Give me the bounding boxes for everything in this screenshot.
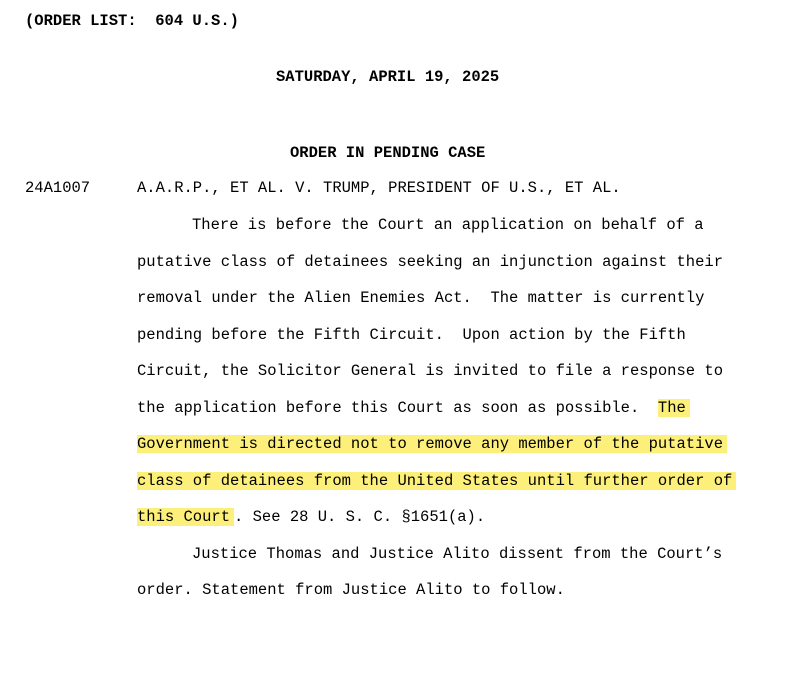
paragraph-1-line-5: Circuit, the Solicitor General is invited to file a response to — [137, 362, 723, 380]
paragraph-1-line-3: removal under the Alien Enemies Act. The matter is currently — [137, 289, 705, 307]
plain-text: the application before this Court as soon as possible. — [137, 399, 658, 417]
paragraph-1-line-9 — [137, 507, 485, 527]
section-title: ORDER IN PENDING CASE — [290, 144, 486, 162]
paragraph-1-line-7 — [137, 434, 727, 454]
paragraph-1-line-4: pending before the Fifth Circuit. Upon action by the Fifth — [137, 326, 686, 344]
order-date: SATURDAY, APRIL 19, 2025 — [276, 68, 500, 86]
order-list-heading: (ORDER LIST: 604 U.S.) — [25, 12, 239, 30]
highlighted-text: The — [658, 399, 690, 417]
docket-number: 24A1007 — [25, 179, 91, 197]
paragraph-2-line-1: Justice Thomas and Justice Alito dissent from the Court’s — [192, 545, 723, 563]
paragraph-2-line-2: order. Statement from Justice Alito to follow. — [137, 581, 565, 599]
paragraph-1-line-6 — [137, 398, 690, 418]
highlighted-text: class of detainees from the United States until further order of — [137, 472, 736, 490]
highlighted-text: Government is directed not to remove any member of the putative — [137, 435, 727, 453]
paragraph-1-line-8 — [137, 471, 736, 491]
highlighted-text: this Court — [137, 508, 234, 526]
plain-text: . See 28 U. S. C. §1651(a). — [234, 508, 486, 526]
paragraph-1-line-2: putative class of detainees seeking an injunction against their — [137, 253, 723, 271]
paragraph-1-line-1: There is before the Court an application on behalf of a — [192, 216, 704, 234]
case-caption: A.A.R.P., ET AL. V. TRUMP, PRESIDENT OF U.S., ET AL. — [137, 179, 621, 197]
